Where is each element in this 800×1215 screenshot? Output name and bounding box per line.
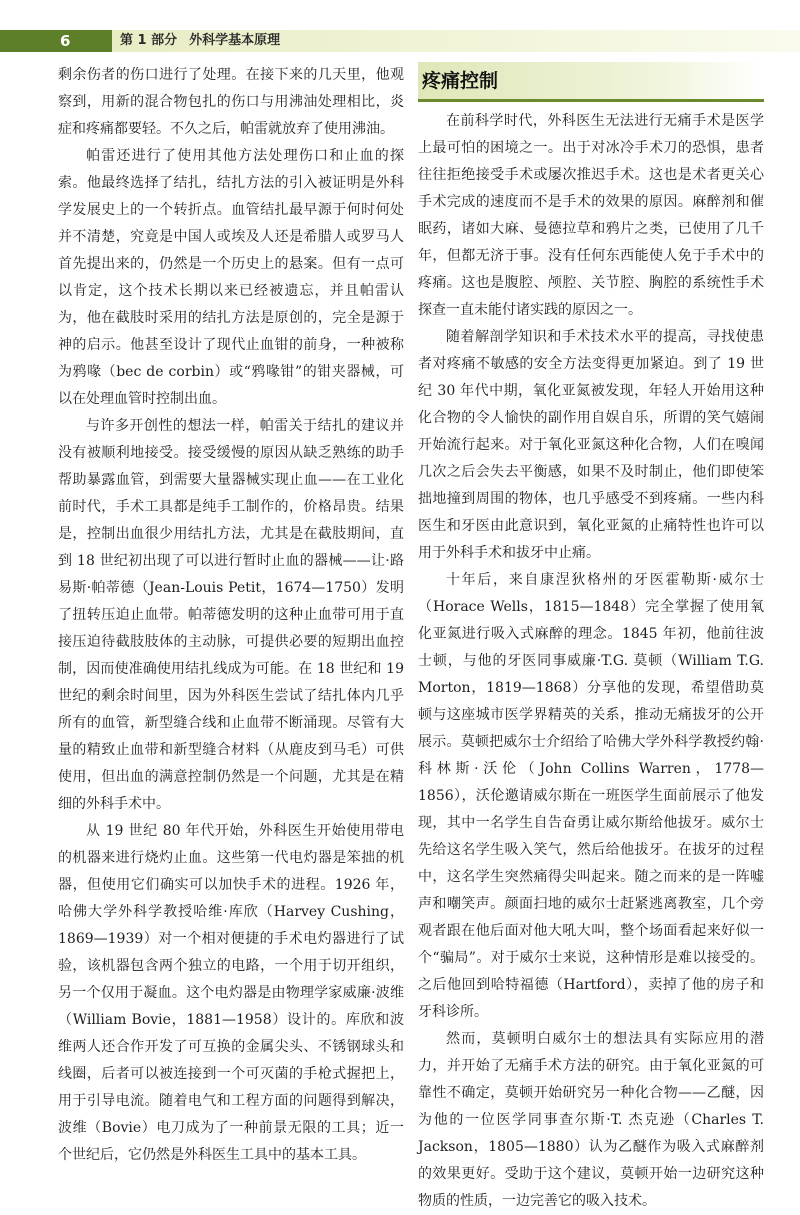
paragraph: 随着解剖学知识和手术技术水平的提高，寻找使患者对疼痛不敏感的安全方法变得更加紧迫。到了 19 世纪 30 年代中期，氧化亚氮被发现，年轻人开始用这种化合物的令人愉快的副作用自娱自乐，所谓的笑气嬉闹开始流行起来。对于氧化亚氮这种化合物，人们在嗅闻几次之后会失去平衡感，如果不及时制止，他们即使笨拙地撞到周围的物体，也几乎感受不到疼痛。一些内科医生和牙医由此意识到，氧化亚氮的止痛特性也许可以用于外科手术和拔牙中止痛。	[418, 329, 764, 561]
paragraph: 然而，莫顿明白威尔士的想法具有实际应用的潜力，并开始了无痛手术方法的研究。由于氧化亚氮的可靠性不确定，莫顿开始研究另一种化合物——乙醚，因为他的一位医学同事查尔斯·T. 杰克逊（Charles T. Jackson，1805—1880）认为乙醚作为吸入式麻醉剂的效果更好。受助于这个建议，莫顿开始一边研究这种物质的性质，一边完善它的吸入技术。	[418, 1031, 764, 1209]
part-title: 外科学基本原理	[189, 33, 281, 48]
left-column	[58, 62, 404, 1169]
right-column	[418, 62, 764, 1215]
running-header	[0, 30, 800, 52]
paragraph: 剩余伤者的伤口进行了处理。在接下来的几天里，他观察到，用新的混合物包扎的伤口与用沸油处理相比，炎症和疼痛都要轻。不久之后，帕雷就放弃了使用沸油。	[58, 67, 404, 137]
page-number: 6	[60, 32, 71, 50]
paragraph: 十年后，来自康涅狄格州的牙医霍勒斯·威尔士（Horace Wells，1815—1848）完全掌握了使用氧化亚氮进行吸入式麻醉的理念。1845 年初，他前往波士顿，与他的牙医同事威廉·T.G. 莫顿（William T.G. Morton，1819—1868）分享他的发现，希望借助莫顿与这座城市医学界精英的关系，推动无痛拔牙的公开展示。莫顿把威尔士介绍给了哈佛大学外科学教授约翰·科林斯·沃伦（John Collins Warren，1778—1856），沃伦邀请威尔斯在一班医学生面前展示了他发现，其中一名学生自告奋勇让威尔斯给他拔牙。威尔士先给这名学生吸入笑气，然后给他拔牙。在拔牙的过程中，这名学生突然痛得尖叫起来。随之而来的是一阵嘘声和嘲笑声。颜面扫地的威尔士赶紧逃离教室，几个旁观者跟在他后面对他大吼大叫，整个场面看起来好似一个“骗局”。对于威尔士来说，这种情形是难以接受的。之后他回到哈特福德（Hartford），卖掉了他的房子和牙科诊所。	[418, 572, 764, 1020]
part-label: 第 1 部分	[120, 33, 178, 48]
section-heading: 疼痛控制	[418, 62, 764, 102]
paragraph: 从 19 世纪 80 年代开始，外科医生开始使用带电的机器来进行烧灼止血。这些第一代电灼器是笨拙的机器，但使用它们确实可以加快手术的进程。1926 年，哈佛大学外科学教授哈维·库欣（Harvey Cushing，1869—1939）对一个相对便捷的手术电灼器进行了试验，该机器包含两个独立的电路，一个用于切开组织，另一个仅用于凝血。这个电灼器是由物理学家威廉·波维（William Bovie，1881—1958）设计的。库欣和波维两人还合作开发了可互换的金属尖头、不锈钢球头和线圈，后者可以被连接到一个可灭菌的手枪式握把上，用于引导电流。随着电气和工程方面的问题得到解决，波维（Bovie）电刀成为了一种前景无限的工具；近一个世纪后，它仍然是外科医生工具中的基本工具。	[58, 823, 404, 1163]
page-number-box	[0, 30, 112, 52]
chapter-title	[120, 33, 280, 49]
paragraph: 与许多开创性的想法一样，帕雷关于结扎的建议并没有被顺利地接受。接受缓慢的原因从缺乏熟练的助手帮助暴露血管，到需要大量器械实现止血——在工业化前时代，手术工具都是纯手工制作的，价格昂贵。结果是，控制出血很少用结扎方法，尤其是在截肢期间，直到 18 世纪初出现了可以进行暂时止血的器械——让·路易斯·帕蒂德（Jean-Louis Petit，1674—1750）发明了扭转压迫止血带。帕蒂德发明的这种止血带可用于直接压迫待截肢肢体的主动脉，可提供必要的短期出血控制，因而使准确使用结扎线成为可能。在 18 世纪和 19 世纪的剩余时间里，因为外科医生尝试了结扎体内几乎所有的血管，新型缝合线和止血带不断涌现。尽管有大量的精致止血带和新型缝合材料（从鹿皮到马毛）可供使用，但出血的满意控制仍然是一个问题，尤其是在精细的外科手术中。	[58, 418, 404, 812]
paragraph: 在前科学时代，外科医生无法进行无痛手术是医学上最可怕的困境之一。出于对冰冷手术刀的恐惧，患者往往拒绝接受手术或屡次推迟手术。这也是术者更关心手术完成的速度而不是手术的效果的原因。麻醉剂和催眠药，诸如大麻、曼德拉草和鸦片之类，已使用了几千年，但都无济于事。没有任何东西能使人免于手术中的疼痛。这也是腹腔、颅腔、关节腔、胸腔的系统性手术探查一直未能付诸实践的原因之一。	[418, 113, 764, 318]
paragraph: 帕雷还进行了使用其他方法处理伤口和止血的探索。他最终选择了结扎，结扎方法的引入被证明是外科学发展史上的一个转折点。血管结扎最早源于何时何处并不清楚，究竟是中国人或埃及人还是希腊人或罗马人首先提出来的，仍然是一个历史上的悬案。但有一点可以肯定，这个技术长期以来已经被遗忘，并且帕雷认为，他在截肢时采用的结扎方法是原创的，完全是源于神的启示。他甚至设计了现代止血钳的前身，一种被称为鸦喙（bec de corbin）或“鸦喙钳”的钳夹器械，可以在处理血管时控制出血。	[58, 148, 404, 407]
